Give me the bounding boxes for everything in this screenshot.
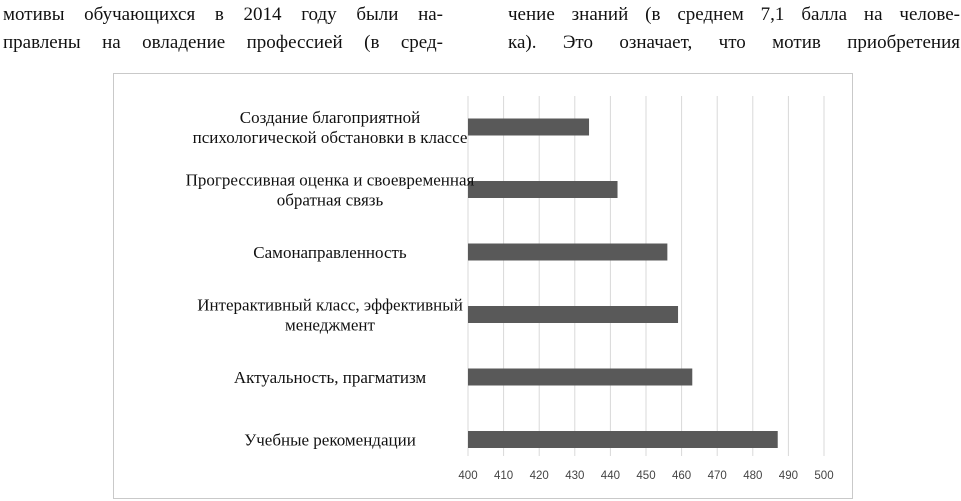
category-label: Актуальность, прагматизм [233, 368, 427, 387]
x-tick-label: 460 [672, 470, 692, 482]
category-labels [186, 108, 475, 450]
paragraph-left-column [3, 1, 443, 57]
x-tick-label: 420 [529, 470, 549, 482]
text-line: правлены на овладение профессией (в сред- [3, 32, 443, 53]
bars [468, 119, 778, 449]
x-tick-label: 500 [814, 470, 834, 482]
x-tick-label: 490 [778, 470, 798, 482]
bar [468, 369, 692, 386]
gridlines [468, 96, 824, 456]
x-tick-label: 470 [707, 470, 727, 482]
bar-chart [114, 74, 854, 500]
bar [468, 244, 667, 261]
bar [468, 181, 618, 198]
category-label: Создание благоприятной психологической обстановки в классе [192, 108, 468, 147]
x-tick-label: 400 [458, 470, 478, 482]
x-tick-labels [458, 470, 833, 482]
category-label: Самонаправленность [253, 243, 407, 262]
category-label: Прогрессивная оценка и своевременная обратная связь [185, 170, 475, 210]
x-tick-label: 450 [636, 470, 656, 482]
x-tick-label: 410 [494, 470, 514, 482]
text-line: мотивы обучающихся в 2014 году были на- [3, 4, 443, 25]
bar [468, 119, 589, 136]
x-tick-label: 440 [600, 470, 620, 482]
category-label: Учебные рекомендации [244, 430, 416, 450]
category-label: Интерактивный класс, эффективный менеджмент [197, 295, 463, 335]
text-line: чение знаний (в среднем 7,1 балла на челове- [508, 4, 960, 25]
bar [468, 306, 678, 323]
x-tick-label: 430 [565, 470, 585, 482]
bar [468, 431, 778, 448]
paragraph-right-column [508, 1, 960, 57]
text-line: ка). Это означает, что мотив приобретения [508, 32, 960, 53]
x-tick-label: 480 [743, 470, 763, 482]
chart-frame [113, 73, 853, 499]
